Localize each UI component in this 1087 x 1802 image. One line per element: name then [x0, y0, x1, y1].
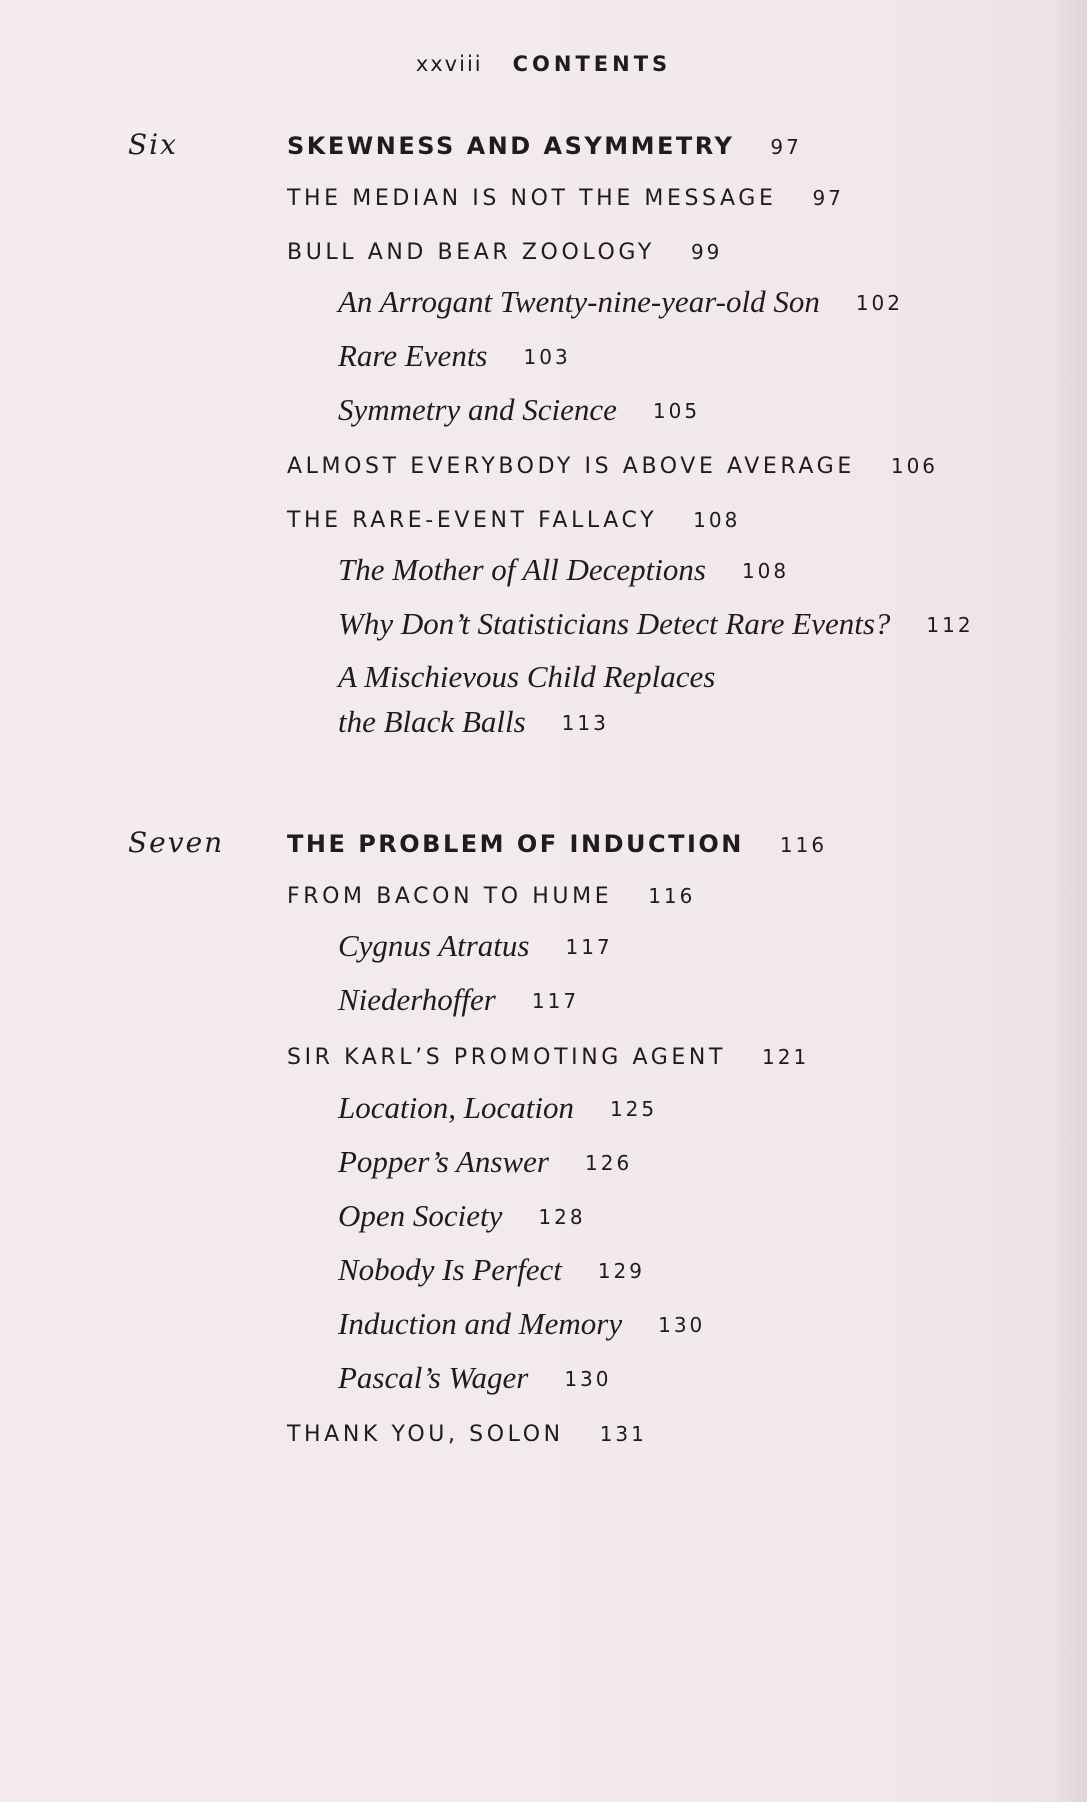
toc-subsection [338, 1360, 612, 1396]
page-number: 130 [564, 1367, 612, 1391]
page-number: 129 [597, 1259, 646, 1283]
toc-subsection [338, 606, 974, 642]
toc-subsection-line: A Mischievous Child Replaces [338, 659, 716, 694]
toc-subsection-text: The Mother of All Deceptions [338, 552, 706, 587]
toc-section [287, 1422, 647, 1447]
toc-section-text: BULL AND BEAR ZOOLOGY [287, 240, 655, 265]
toc-section-text: FROM BACON TO HUME [287, 884, 613, 909]
page-number: 108 [741, 559, 790, 583]
page-number: 106 [890, 454, 939, 478]
toc-section-text: THE MEDIAN IS NOT THE MESSAGE [287, 186, 777, 211]
page-folio: xxviii [415, 52, 483, 76]
page-number: 108 [693, 508, 741, 532]
page-number: 113 [561, 711, 609, 735]
toc-section [287, 508, 740, 533]
toc-subsection-multiline [338, 654, 715, 746]
toc-subsection-text: the Black Balls [338, 704, 526, 739]
toc-subsection-line [338, 699, 715, 746]
toc-subsection-text: Location, Location [338, 1090, 574, 1125]
chapter-title-text: THE PROBLEM OF INDUCTION [287, 830, 744, 858]
chapter-seven-number: Seven [128, 826, 225, 859]
toc-section [287, 454, 938, 479]
toc-section-text: SIR KARL’S PROMOTING AGENT [287, 1045, 727, 1070]
page-number: 116 [648, 884, 696, 908]
toc-subsection-text: Popper’s Answer [338, 1144, 549, 1179]
page-number: 117 [531, 989, 580, 1013]
toc-section [287, 240, 722, 265]
toc-section-text: THE RARE-EVENT FALLACY [287, 508, 658, 533]
page-number: 102 [855, 291, 904, 315]
page-number: 97 [770, 135, 802, 159]
page-number: 105 [652, 399, 701, 423]
toc-subsection-text: Induction and Memory [338, 1306, 623, 1341]
toc-section [287, 186, 844, 211]
toc-subsection [338, 392, 700, 428]
toc-subsection-text: Nobody Is Perfect [338, 1252, 562, 1287]
chapter-title-text: SKEWNESS AND ASYMMETRY [287, 132, 735, 160]
toc-subsection-text: Niederhoffer [338, 982, 496, 1017]
chapter-six-title [287, 132, 802, 160]
page-number: 121 [762, 1045, 810, 1069]
page-number: 103 [523, 345, 571, 369]
toc-section [287, 1045, 809, 1070]
toc-subsection [338, 1144, 632, 1180]
page-number: 99 [690, 240, 723, 264]
toc-subsection [338, 982, 579, 1018]
toc-subsection [338, 1090, 657, 1126]
running-header [0, 52, 1087, 76]
toc-section-text: THANK YOU, SOLON [287, 1422, 564, 1447]
toc-subsection-text: Open Society [338, 1198, 503, 1233]
toc-section [287, 884, 695, 909]
page-number: 125 [609, 1097, 658, 1121]
page-number: 112 [926, 613, 974, 637]
toc-subsection [338, 338, 571, 374]
toc-subsection [338, 1306, 705, 1342]
toc-subsection [338, 1252, 645, 1288]
running-title: CONTENTS [512, 52, 672, 76]
toc-subsection-text: An Arrogant Twenty-nine-year-old Son [338, 284, 820, 319]
toc-subsection [338, 552, 789, 588]
toc-subsection [338, 284, 903, 320]
toc-section-text: ALMOST EVERYBODY IS ABOVE AVERAGE [287, 454, 855, 479]
toc-subsection [338, 1198, 586, 1234]
toc-subsection-text: Cygnus Atratus [338, 928, 530, 963]
page-edge-shadow [1051, 0, 1087, 1802]
page-number: 131 [599, 1422, 647, 1446]
page-number: 97 [812, 186, 844, 210]
toc-subsection-text: Why Don’t Statisticians Detect Rare Events? [338, 606, 891, 641]
page-number: 128 [538, 1205, 586, 1229]
toc-subsection-text: Pascal’s Wager [338, 1360, 529, 1395]
chapter-seven-title [287, 830, 827, 858]
page-number: 130 [658, 1313, 706, 1337]
page-number: 116 [779, 833, 828, 857]
toc-subsection [338, 928, 613, 964]
chapter-six-number: Six [128, 128, 178, 161]
toc-subsection-text: Rare Events [338, 338, 488, 373]
toc-subsection-text: Symmetry and Science [338, 392, 617, 427]
page-number: 117 [565, 935, 613, 959]
page-number: 126 [585, 1151, 633, 1175]
